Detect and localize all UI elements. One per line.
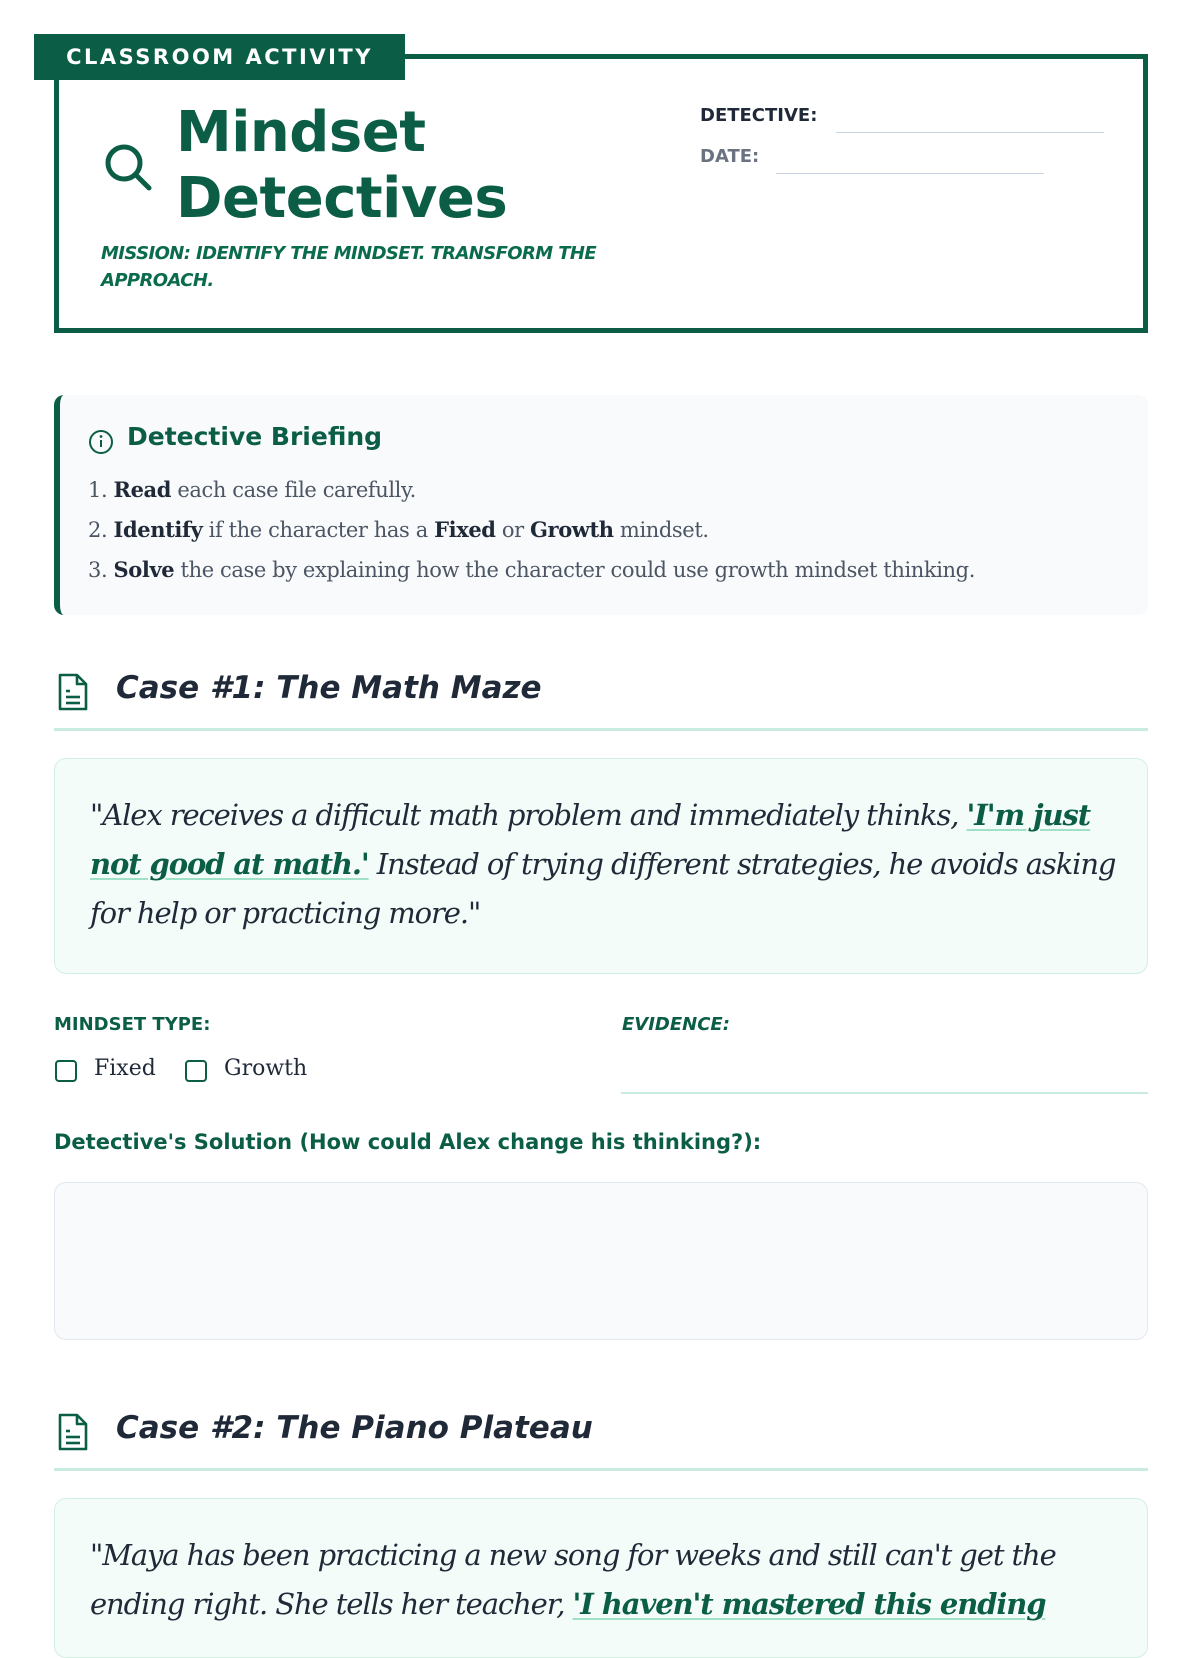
case-2-title: Case #2: The Piano Plateau bbox=[116, 1410, 593, 1446]
step-text: the case by explaining how the character could use growth mindset thinking. bbox=[174, 558, 975, 582]
title-line-2: Detectives bbox=[176, 166, 508, 231]
solution-answer-box[interactable] bbox=[54, 1182, 1148, 1340]
step-number: 1. bbox=[88, 478, 108, 502]
mindset-type-label: MINDSET TYPE: bbox=[54, 1014, 211, 1035]
case-1-quote bbox=[90, 791, 1130, 938]
growth-option-label: Growth bbox=[224, 1056, 308, 1081]
quote-text: "Alex receives a difficult math problem and immediately thinks, bbox=[90, 798, 967, 832]
briefing-step-2 bbox=[88, 517, 709, 542]
date-label: DATE: bbox=[700, 146, 760, 167]
step-text: or bbox=[495, 518, 530, 542]
evidence-label: EVIDENCE: bbox=[622, 1014, 730, 1035]
quote-highlight: 'I haven't mastered this ending bbox=[572, 1587, 1046, 1621]
step-text: each case file carefully. bbox=[171, 478, 416, 502]
case-1-title: Case #1: The Math Maze bbox=[116, 670, 542, 706]
step-verb: Solve bbox=[113, 557, 175, 582]
page-title bbox=[176, 100, 507, 232]
step-fixed-term: Fixed bbox=[434, 517, 496, 542]
mission-statement: MISSION: IDENTIFY THE MINDSET. TRANSFORM THE APPROACH. bbox=[101, 243, 597, 291]
case-2-divider bbox=[54, 1468, 1148, 1471]
growth-checkbox[interactable] bbox=[185, 1060, 207, 1082]
step-growth-term: Growth bbox=[530, 517, 614, 542]
date-field[interactable] bbox=[776, 173, 1044, 174]
case-1-divider bbox=[54, 728, 1148, 731]
step-text: mindset. bbox=[613, 518, 709, 542]
step-verb: Read bbox=[113, 477, 172, 502]
quote-text: "Maya has been practicing a new song for weeks and still can't get the ending right. She tells her teacher, bbox=[90, 1538, 1056, 1621]
info-icon bbox=[88, 429, 114, 455]
activity-tag: CLASSROOM ACTIVITY bbox=[34, 34, 405, 80]
briefing-step-3 bbox=[88, 557, 975, 582]
document-icon bbox=[56, 672, 90, 712]
detective-label: DETECTIVE: bbox=[700, 105, 818, 126]
case-2-quote bbox=[90, 1531, 1130, 1629]
solution-label: Detective's Solution (How could Alex change his thinking?): bbox=[54, 1130, 762, 1154]
briefing-step-1 bbox=[88, 477, 416, 502]
magnifier-icon bbox=[103, 142, 155, 194]
title-line-1: Mindset bbox=[176, 100, 426, 165]
step-verb: Identify bbox=[113, 517, 203, 542]
detective-name-field[interactable] bbox=[836, 132, 1104, 133]
quote-text: Instead of trying different strategies, he avoids asking for help or practicing more." bbox=[90, 847, 1116, 930]
step-number: 3. bbox=[88, 558, 108, 582]
fixed-checkbox[interactable] bbox=[55, 1060, 77, 1082]
step-text: if the character has a bbox=[202, 518, 435, 542]
document-icon bbox=[56, 1412, 90, 1452]
evidence-field[interactable] bbox=[621, 1092, 1148, 1094]
quote-highlight: 'I'm just not good at math.' bbox=[90, 798, 1091, 881]
step-number: 2. bbox=[88, 518, 108, 542]
briefing-title: Detective Briefing bbox=[127, 422, 383, 451]
fixed-option-label: Fixed bbox=[94, 1056, 156, 1081]
